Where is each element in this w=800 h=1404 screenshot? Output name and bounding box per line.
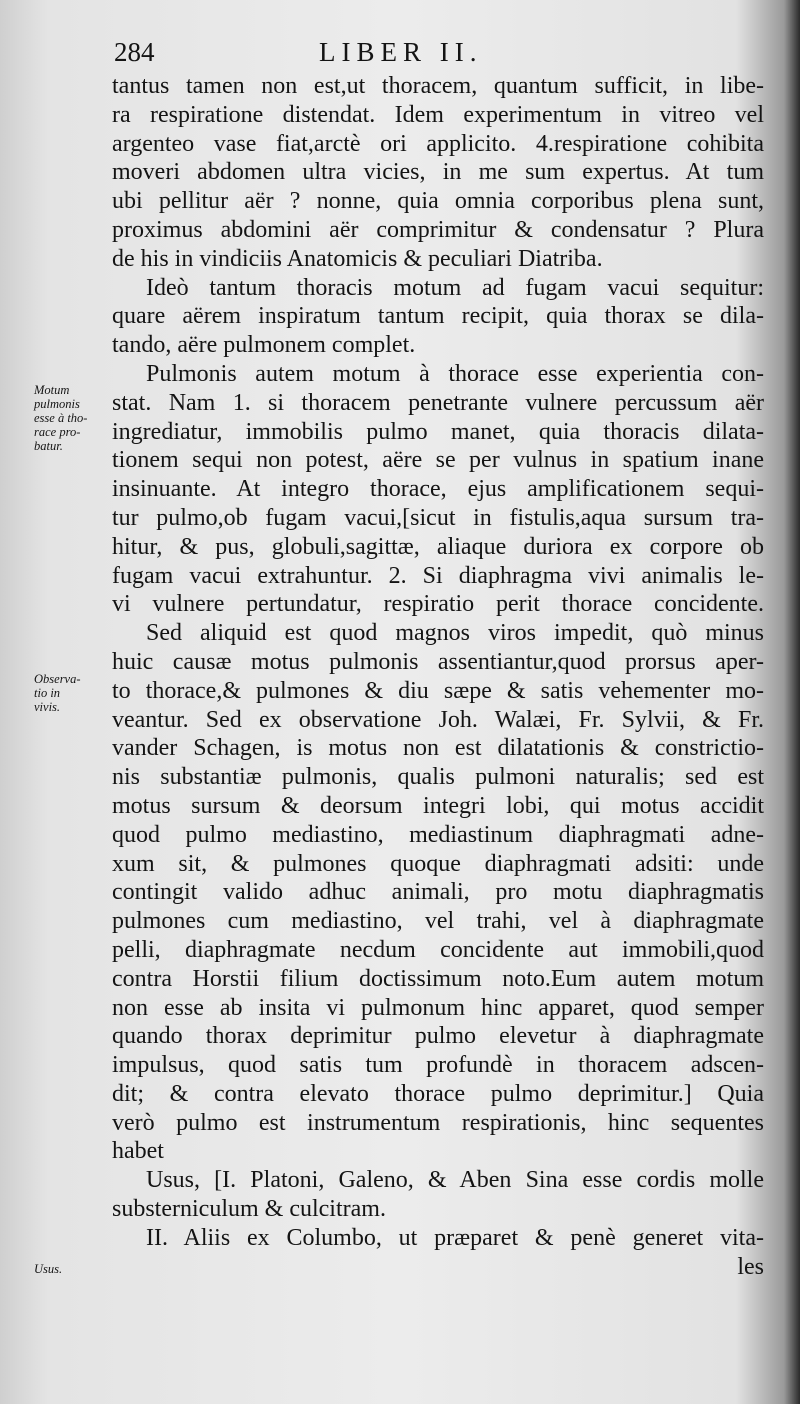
text-line: tando, aëre pulmonem complet. — [112, 332, 416, 359]
text-line: tantus tamen non est,ut thoracem, quantum sufficit, in libe- — [112, 73, 764, 99]
marginal-note-line: Motum — [34, 383, 70, 397]
text-line: xum sit, & pulmones quoque diaphragmati adsiti: unde — [112, 850, 764, 877]
marginal-note-line: Usus. — [34, 1262, 63, 1276]
text-line: non esse ab insita vi pulmonum hinc apparet, quod semper — [112, 994, 764, 1021]
text-line: ra respiratione distendat. Idem experimentum in vitreo vel — [112, 101, 764, 128]
text-line: to thorace,& pulmones & diu sæpe & satis vehementer mo- — [112, 677, 764, 704]
text-line: Sed aliquid est quod magnos viros impedit, quò minus — [146, 620, 764, 647]
text-line: ingrediatur, immobilis pulmo manet, quia thoracis dilata- — [112, 418, 764, 445]
text-line: impulsus, quod satis tum profundè in thoracem adscen- — [112, 1052, 764, 1079]
text-line: insinuante. At integro thorace, ejus amplificationem sequi- — [112, 476, 764, 503]
marginal-note — [34, 383, 110, 453]
text-line: nis substantiæ pulmonis, qualis pulmoni naturalis; sed est — [112, 764, 764, 791]
running-head: LIBER II. — [319, 37, 483, 67]
text-line: veantur. Sed ex observatione Joh. Walæi, Fr. Sylvii, & Fr. — [112, 706, 764, 733]
marginal-note-line: vivis. — [34, 700, 61, 714]
text-line: argenteo vase fiat,arctè ori applicito. 4.respiratione cohibita — [112, 130, 764, 157]
text-line: quando thorax deprimitur pulmo elevetur à diaphragmate — [112, 1023, 764, 1050]
marginal-note-line: tio in — [34, 686, 61, 700]
text-line: proximus abdomini aër comprimitur & condensatur ? Plura — [112, 216, 764, 243]
text-line: de his in vindiciis Anatomicis & peculiari Diatriba. — [112, 245, 603, 272]
marginal-note-line: race pro- — [34, 425, 81, 439]
text-line: moveri abdomen ultra vicies, in me sum expertus. At tum — [112, 159, 764, 186]
page-header — [114, 30, 774, 74]
text-line: substerniculum & culcitram. — [112, 1196, 386, 1223]
text-line: contra Horstii filium doctissimum noto.Eum autem motum — [112, 965, 764, 992]
text-line: contingit valido adhuc animali, pro motu diaphragmatis — [112, 879, 764, 906]
text-line: Pulmonis autem motum à thorace esse experientia con- — [146, 360, 764, 387]
text-line: ubi pellitur aër ? nonne, quia omnia corporibus plena sunt, — [112, 188, 764, 215]
marginal-note-line: Observa- — [34, 672, 81, 686]
text-line: pelli, diaphragmate necdum concidente aut immobili,quod — [112, 936, 764, 963]
body-text — [112, 72, 764, 1281]
text-line: verò pulmo est instrumentum respirationis, hinc sequentes — [112, 1109, 764, 1136]
marginal-note — [34, 1262, 110, 1276]
text-line: quod pulmo mediastino, mediastinum diaphragmati adne- — [112, 821, 764, 848]
text-line: motus sursum & deorsum integri lobi, qui motus accidit — [112, 792, 764, 819]
text-line: quare aërem inspiratum tantum recipit, quia thorax se dila- — [112, 303, 764, 330]
marginal-note-line: esse à tho- — [34, 411, 88, 425]
marginal-note-line: batur. — [34, 439, 63, 453]
text-line: vi vulnere pertundatur, respiratio perit thorace concidente. — [112, 591, 764, 618]
marginal-note-line: pulmonis — [34, 397, 80, 411]
page-number: 284 — [114, 37, 155, 67]
text-line: Ideò tantum thoracis motum ad fugam vacui sequitur: — [146, 274, 764, 301]
text-line: II. Aliis ex Columbo, ut præparet & penè generet vita- — [146, 1224, 764, 1251]
text-line: habet — [112, 1138, 164, 1165]
text-line: hitur, & pus, globuli,sagittæ, aliaque duriora ex corpore ob — [112, 533, 764, 560]
text-line: tur pulmo,ob fugam vacui,[sicut in fistulis,aqua sursum tra- — [112, 504, 764, 531]
text-line: stat. Nam 1. si thoracem penetrante vulnere percussum aër — [112, 389, 764, 416]
text-line: pulmones cum mediastino, vel trahi, vel à diaphragmate — [112, 908, 764, 935]
text-line: fugam vacui extrahuntur. 2. Si diaphragma vivi animalis le- — [112, 562, 764, 589]
text-line: tionem sequi non potest, aëre se per vulnus in spatium inane — [112, 447, 764, 474]
text-line: Usus, [I. Platoni, Galeno, & Aben Sina esse cordis molle — [146, 1167, 764, 1194]
text-line: dit; & contra elevato thorace pulmo deprimitur.] Quia — [112, 1080, 764, 1107]
text-line: les — [737, 1253, 764, 1280]
text-line: vander Schagen, is motus non est dilatationis & constrictio- — [112, 735, 764, 762]
text-line: huic causæ motus pulmonis assentiantur,quod prorsus aper- — [112, 648, 764, 675]
marginal-note — [34, 672, 110, 714]
